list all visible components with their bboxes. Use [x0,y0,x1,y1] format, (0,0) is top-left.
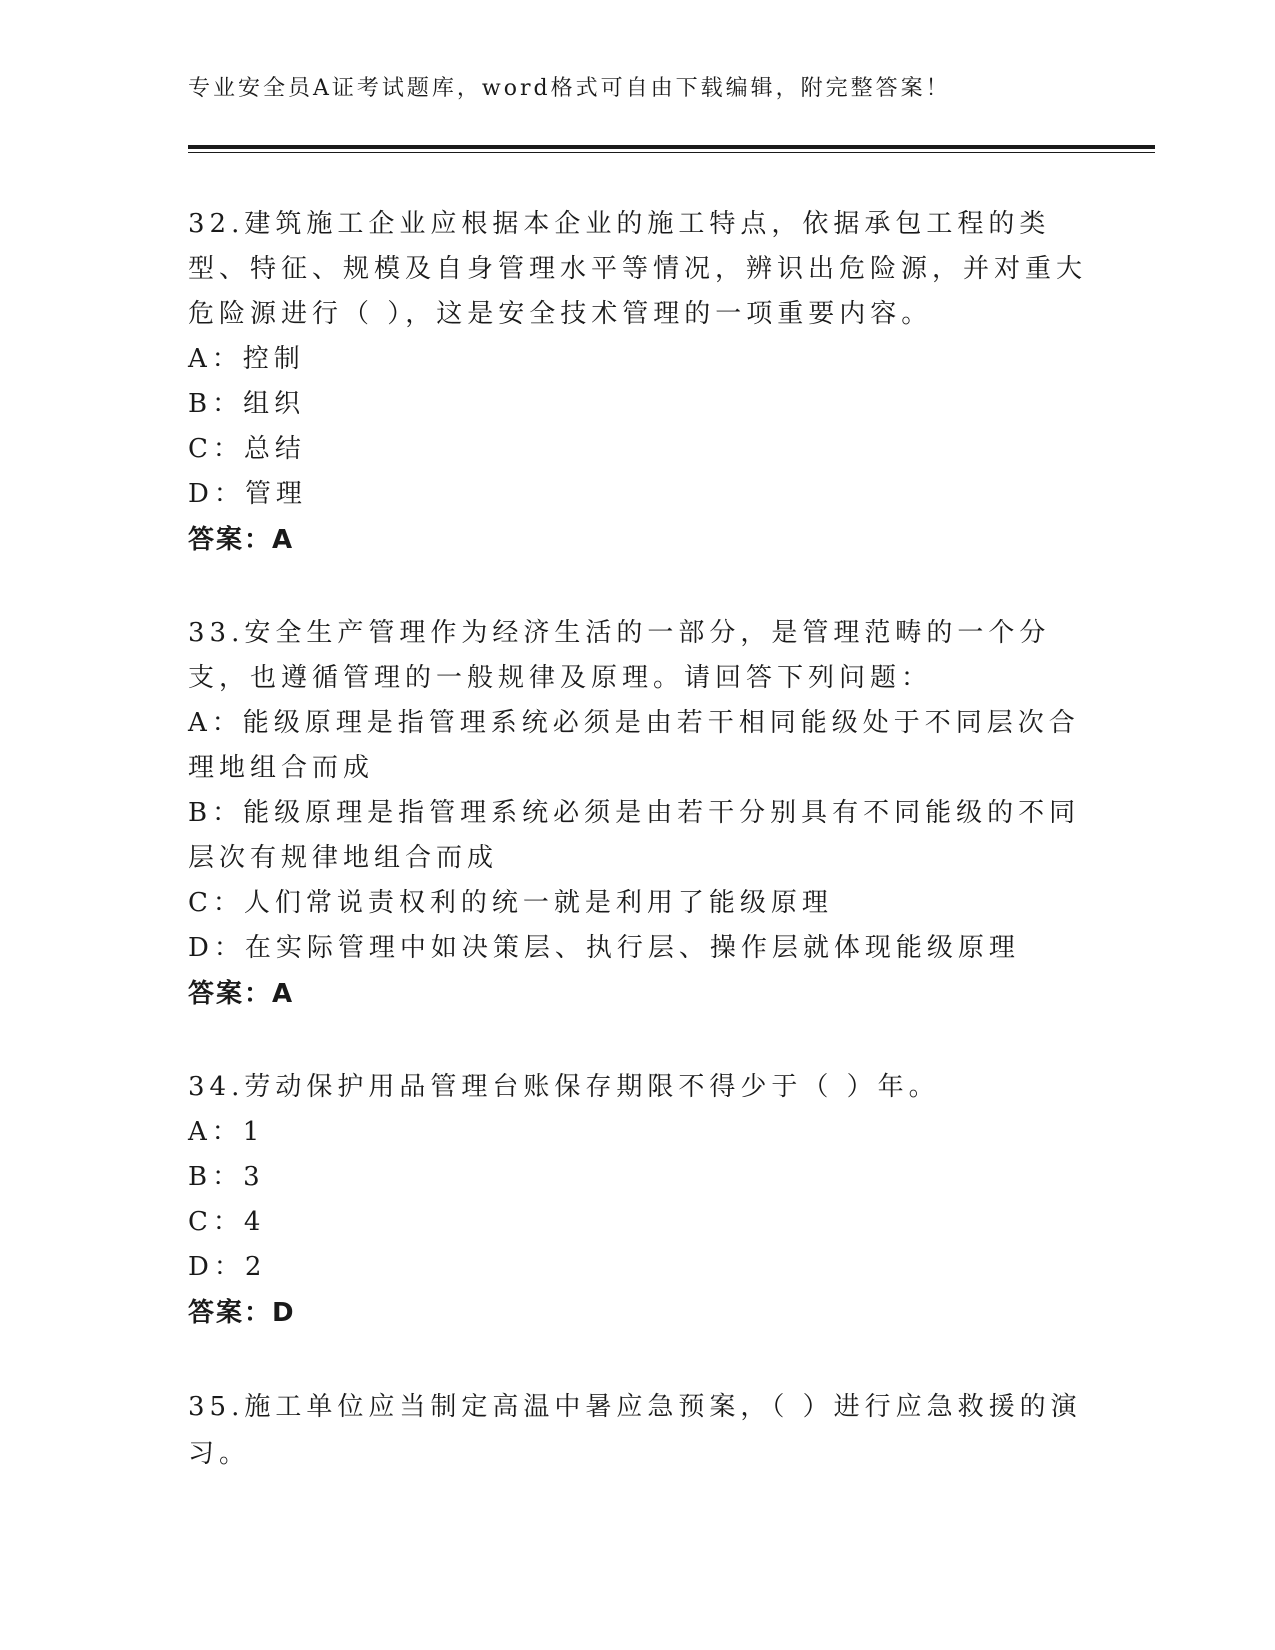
question-list [188,202,1088,1526]
question-text: 34.劳动保护用品管理台账保存期限不得少于（ ）年。 [188,1072,940,1102]
option-c: C：总结 [188,434,306,464]
option-a: A：能级原理是指管理系统必须是由若干相同能级处于不同层次合理地组合而成 [188,708,1080,783]
header-rule-thick [188,145,1155,149]
option-b: B：组织 [188,389,306,419]
answer-label: 答案：A [188,979,295,1009]
option-b: B：3 [188,1162,265,1192]
option-c: C：4 [188,1207,266,1237]
option-c: C：人们常说责权利的统一就是利用了能级原理 [188,888,833,918]
question-text: 33.安全生产管理作为经济生活的一部分，是管理范畴的一个分支，也遵循管理的一般规律及原理。请回答下列问题： [188,618,1051,693]
header-rule-thin [188,152,1155,153]
question-text: 35.施工单位应当制定高温中暑应急预案，（ ）进行应急救援的演习。 [188,1392,1082,1469]
option-d: D：2 [188,1252,267,1282]
answer-label: 答案：D [188,1298,296,1328]
option-d: D：管理 [188,479,307,509]
option-a: A：控制 [188,344,305,374]
answer-label: 答案：A [188,525,295,555]
question-35 [188,1384,1088,1478]
option-a: A：1 [188,1117,265,1147]
question-text: 32.建筑施工企业应根据本企业的施工特点，依据承包工程的类型、特征、规模及自身管理水平等情况，辨识出危险源，并对重大危险源进行（ ），这是安全技术管理的一项重要内容。 [188,209,1088,329]
question-33 [188,611,1088,1017]
document-header: 专业安全员A证考试题库，word格式可自由下载编辑，附完整答案！ [188,76,951,101]
option-b: B：能级原理是指管理系统必须是由若干分别具有不同能级的不同层次有规律地组合而成 [188,798,1081,873]
question-34 [188,1065,1088,1336]
option-d: D：在实际管理中如决策层、执行层、操作层就体现能级原理 [188,933,1020,963]
question-32 [188,202,1088,563]
